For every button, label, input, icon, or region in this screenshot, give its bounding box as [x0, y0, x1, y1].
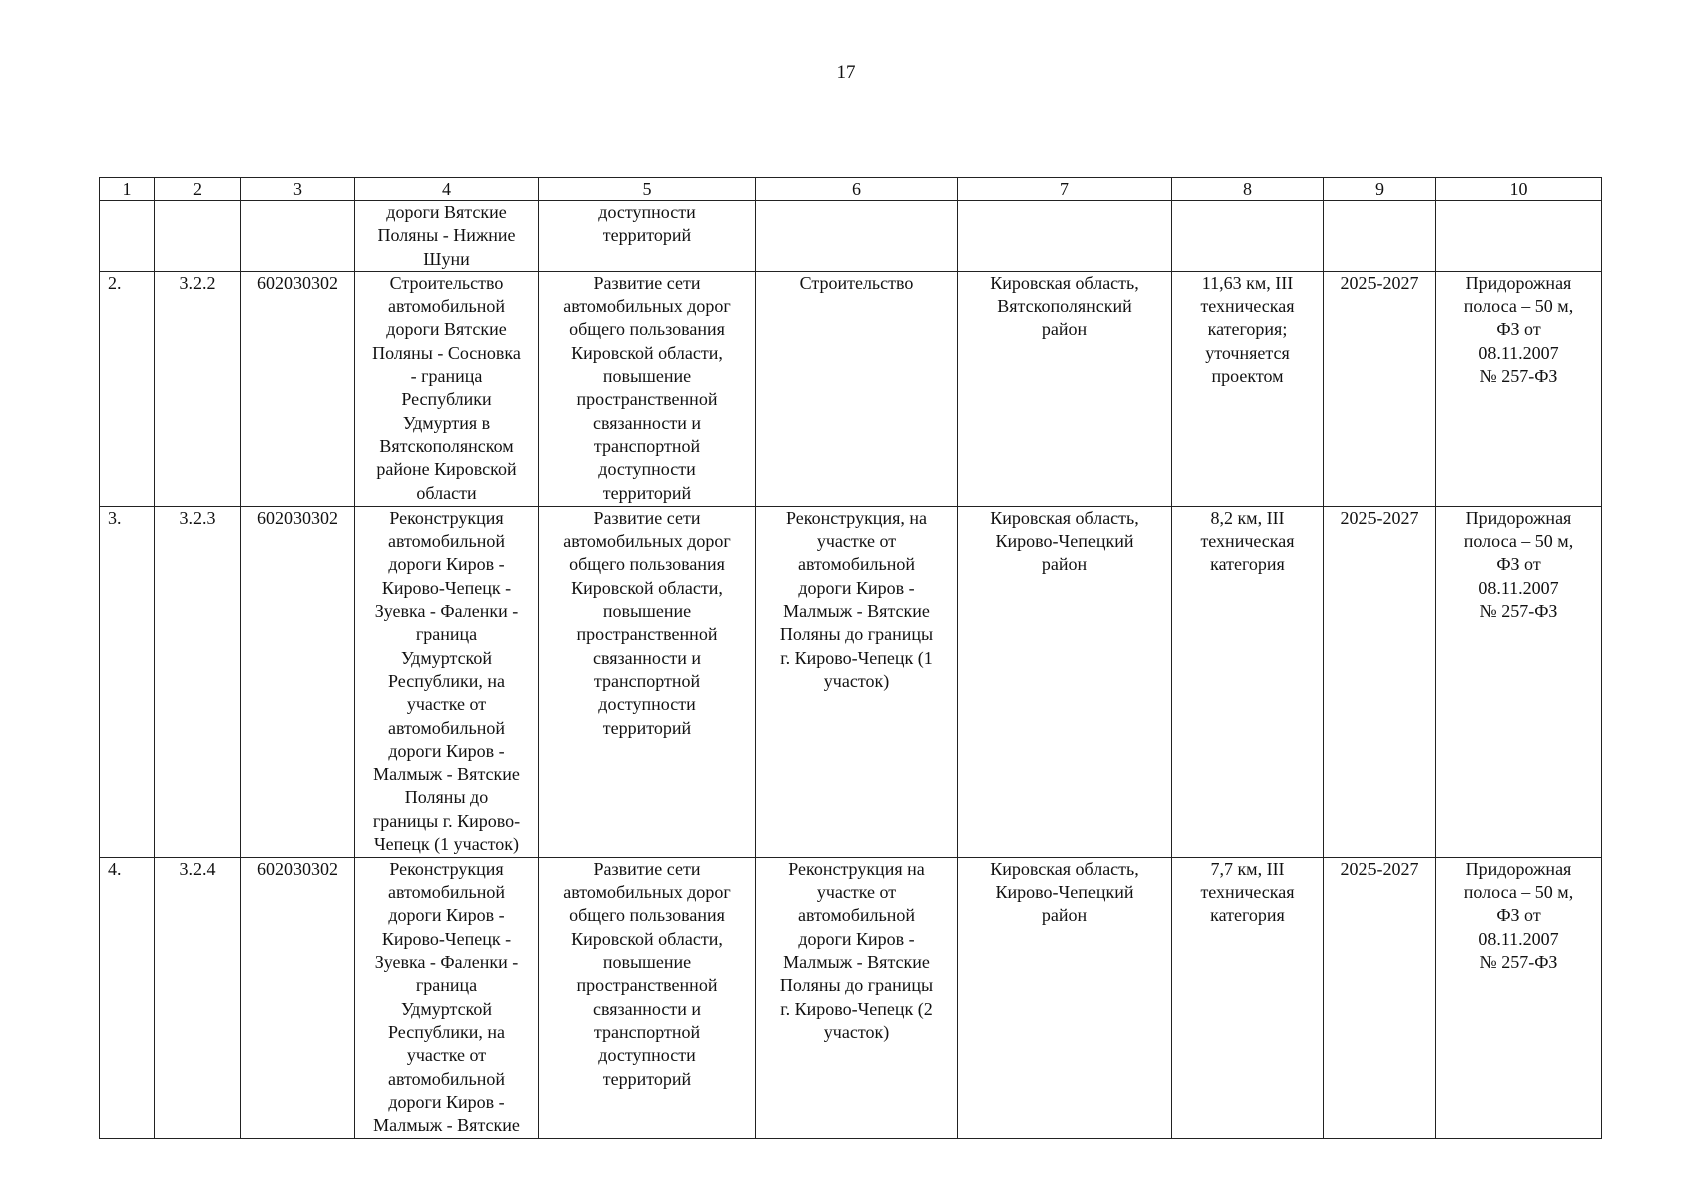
table-cell: Кировская область, Кирово-Чепецкий район: [958, 506, 1172, 857]
table-cell: 602030302: [241, 506, 355, 857]
table-cell: Реконструкция автомобильной дороги Киров - Кирово-Чепецк - Зуевка - Фаленки - граница Удмуртской Республики, на участке от автомобильной дороги Киров - Малмыж - Вятские: [355, 857, 539, 1138]
page-number: 17: [836, 62, 856, 83]
planning-table: [99, 177, 1602, 1139]
table-cell: 2025-2027: [1324, 506, 1436, 857]
table-cell: 2.: [100, 271, 155, 506]
column-number: 1: [100, 178, 155, 201]
table-cell: 3.2.2: [155, 271, 241, 506]
table-cell: [1324, 201, 1436, 272]
table-cell: [155, 201, 241, 272]
table-cell: Придорожная полоса – 50 м, ФЗ от 08.11.2007 № 257-ФЗ: [1436, 857, 1602, 1138]
table-cell: Кировская область, Кирово-Чепецкий район: [958, 857, 1172, 1138]
table-cell: 4.: [100, 857, 155, 1138]
column-number-row: [100, 178, 1602, 201]
table-row: [100, 506, 1602, 857]
table-cell: Строительство: [756, 271, 958, 506]
column-number: 5: [539, 178, 756, 201]
column-number: 8: [1172, 178, 1324, 201]
table-cell: 3.2.3: [155, 506, 241, 857]
table-cell: Реконструкция на участке от автомобильной дороги Киров - Малмыж - Вятские Поляны до границы г. Кирово-Чепецк (2 участок): [756, 857, 958, 1138]
table-cell: Придорожная полоса – 50 м, ФЗ от 08.11.2007 № 257-ФЗ: [1436, 506, 1602, 857]
table-cell: 11,63 км, III техническая категория; уточняется проектом: [1172, 271, 1324, 506]
table-cell: 3.: [100, 506, 155, 857]
table-row: [100, 271, 1602, 506]
table-cell: 7,7 км, III техническая категория: [1172, 857, 1324, 1138]
table-cell: Реконструкция автомобильной дороги Киров - Кирово-Чепецк - Зуевка - Фаленки - граница Удмуртской Республики, на участке от автомобильной дороги Киров - Малмыж - Вятские Поляны до границы г. Кирово- Чепецк (1 участок): [355, 506, 539, 857]
column-number: 10: [1436, 178, 1602, 201]
table-cell: [958, 201, 1172, 272]
table-cell: [241, 201, 355, 272]
table-cell: [756, 201, 958, 272]
table-cell: Реконструкция, на участке от автомобильной дороги Киров - Малмыж - Вятские Поляны до границы г. Кирово-Чепецк (1 участок): [756, 506, 958, 857]
table-cell: 602030302: [241, 857, 355, 1138]
table-cell: Кировская область, Вятскополянский район: [958, 271, 1172, 506]
table-cell: доступности территорий: [539, 201, 756, 272]
table-cell: Развитие сети автомобильных дорог общего пользования Кировской области, повышение пространственной связанности и транспортной доступности территорий: [539, 857, 756, 1138]
column-number: 9: [1324, 178, 1436, 201]
table-cell: 602030302: [241, 271, 355, 506]
table-cell: [1436, 201, 1602, 272]
table-cell: 8,2 км, III техническая категория: [1172, 506, 1324, 857]
table-row: [100, 857, 1602, 1138]
table-row: [100, 201, 1602, 272]
column-number: 6: [756, 178, 958, 201]
table-cell: Строительство автомобильной дороги Вятские Поляны - Сосновка - граница Республики Удмуртия в Вятскополянском районе Кировской области: [355, 271, 539, 506]
column-number: 3: [241, 178, 355, 201]
table-cell: 2025-2027: [1324, 271, 1436, 506]
table-cell: Развитие сети автомобильных дорог общего пользования Кировской области, повышение пространственной связанности и транспортной доступности территорий: [539, 271, 756, 506]
column-number: 4: [355, 178, 539, 201]
table-cell: Развитие сети автомобильных дорог общего пользования Кировской области, повышение пространственной связанности и транспортной доступности территорий: [539, 506, 756, 857]
table-cell: дороги Вятские Поляны - Нижние Шуни: [355, 201, 539, 272]
column-number: 7: [958, 178, 1172, 201]
table-cell: Придорожная полоса – 50 м, ФЗ от 08.11.2007 № 257-ФЗ: [1436, 271, 1602, 506]
table-cell: 2025-2027: [1324, 857, 1436, 1138]
table-cell: [100, 201, 155, 272]
table-cell: [1172, 201, 1324, 272]
table-cell: 3.2.4: [155, 857, 241, 1138]
column-number: 2: [155, 178, 241, 201]
